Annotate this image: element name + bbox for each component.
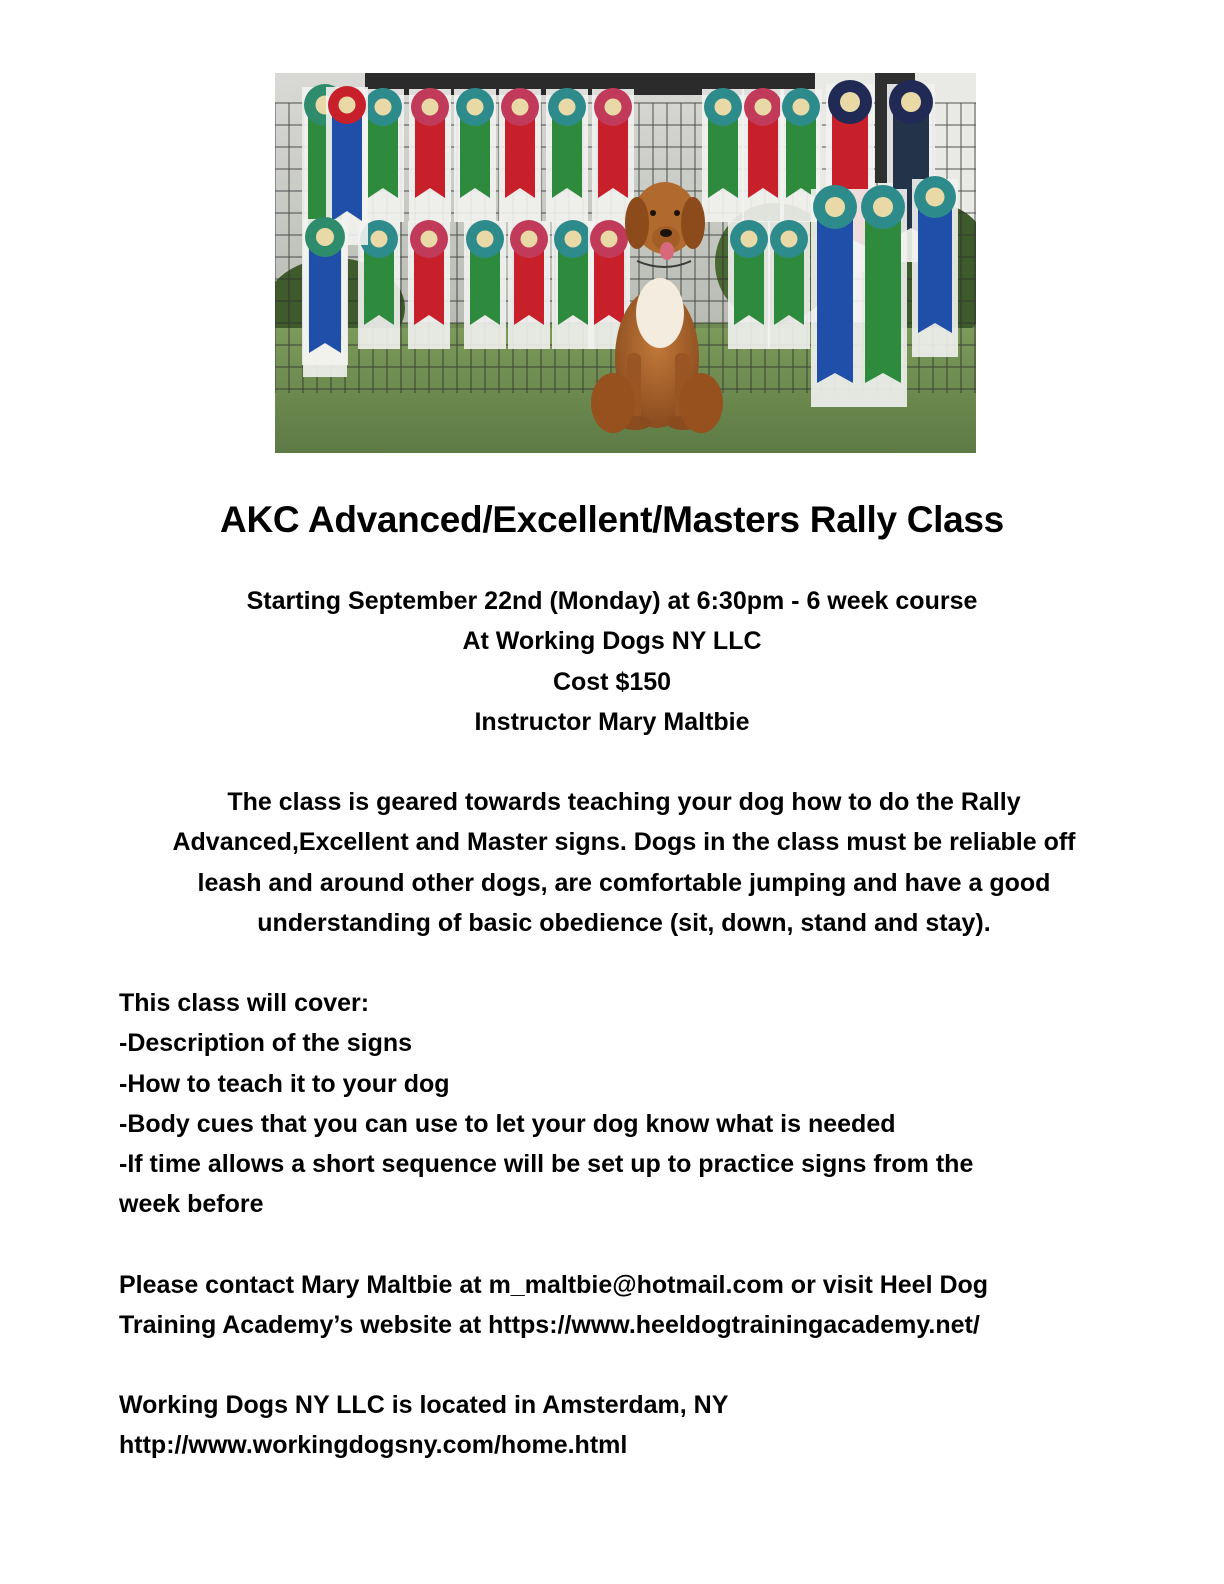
- rally-ribbon: [728, 220, 770, 349]
- contact-line: Please contact Mary Maltbie at m_maltbie@hotmail.com or visit Heel Dog: [119, 1271, 989, 1299]
- location-section: [119, 1385, 1119, 1466]
- photo-illustration: [275, 73, 976, 453]
- rally-ribbon: [859, 185, 907, 407]
- cost-line: Cost $150: [552, 667, 672, 696]
- location-line: Working Dogs NY LLC is located in Amsterdam, NY: [119, 1391, 729, 1419]
- rally-ribbon: [464, 220, 506, 349]
- curriculum-item: -Description of the signs: [119, 1029, 413, 1058]
- rally-ribbon: [768, 220, 810, 349]
- rally-ribbon: [592, 88, 634, 222]
- venue-line: At Working Dogs NY LLC: [462, 627, 762, 656]
- contact-section: [119, 1265, 1119, 1346]
- contact-line: Training Academy’s website at https://www.heeldogtrainingacademy.net/: [119, 1311, 980, 1340]
- start-date-line: Starting September 22nd (Monday) at 6:30pm - 6 week course: [246, 587, 978, 615]
- description-line: understanding of basic obedience (sit, down, stand and stay).: [257, 908, 991, 937]
- location-url[interactable]: http://www.workingdogsny.com/home.html: [119, 1431, 628, 1460]
- rally-ribbon: [408, 220, 450, 349]
- rally-ribbon: [499, 88, 541, 222]
- curriculum-item: week before: [119, 1190, 264, 1219]
- rally-ribbon: [454, 88, 496, 222]
- rally-ribbon: [702, 88, 744, 222]
- rally-ribbon: [742, 88, 784, 222]
- class-details: [0, 581, 1224, 742]
- rally-ribbon: [546, 88, 588, 222]
- page-title: AKC Advanced/Excellent/Masters Rally Class: [220, 499, 1004, 540]
- curriculum-item: -If time allows a short sequence will be set up to practice signs from the: [119, 1150, 974, 1179]
- rally-ribbon: [508, 220, 550, 349]
- rally-ribbon: [552, 220, 594, 349]
- ribbons-dog-photo: [275, 73, 976, 453]
- curriculum-heading: This class will cover:: [119, 989, 370, 1017]
- description-line: Advanced,Excellent and Master signs. Dogs in the class must be reliable off: [172, 828, 1076, 857]
- rally-ribbon: [912, 176, 958, 357]
- rally-ribbon: [303, 217, 347, 377]
- curriculum-item: -How to teach it to your dog: [119, 1069, 450, 1098]
- description-line: The class is geared towards teaching your dog how to do the Rally: [227, 788, 1021, 816]
- description-line: leash and around other dogs, are comfortable jumping and have a good: [197, 868, 1051, 897]
- rally-ribbon: [362, 88, 404, 222]
- rally-ribbon: [409, 88, 451, 222]
- rally-ribbon: [811, 185, 859, 407]
- class-description: [100, 782, 1148, 943]
- curriculum-item: -Body cues that you can use to let your dog know what is needed: [119, 1109, 896, 1138]
- instructor-line: Instructor Mary Maltbie: [474, 707, 750, 736]
- curriculum-section: [119, 983, 1119, 1225]
